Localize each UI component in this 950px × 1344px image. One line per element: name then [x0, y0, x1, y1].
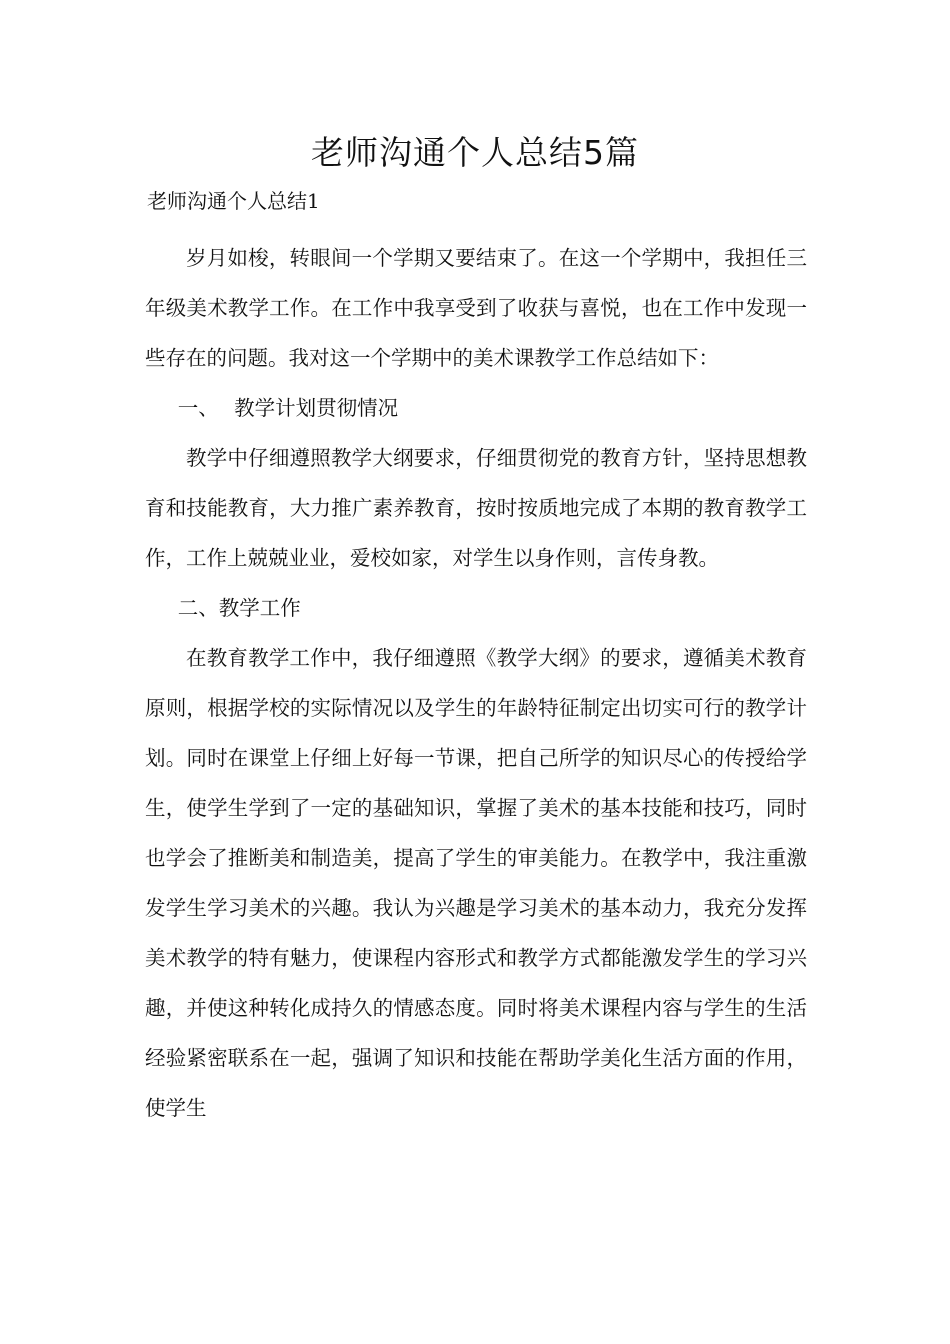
section-title: 老师沟通个人总结1 — [147, 189, 320, 213]
heading-number: 一、 — [177, 396, 219, 420]
document-title: 老师沟通个人总结5篇 — [311, 133, 639, 172]
paragraph-teaching-work: 在教育教学工作中，我仔细遵照《教学大纲》的要求，遵循美术教育原则，根据学校的实际情况以及学生的年龄特征制定出切实可行的教学计划。同时在课堂上仔细上好每一节课，把自己所学的知识尽心的传授给学生，使学生学到了一定的基础知识，掌握了美术的基本技能和技巧，同时也学会了推断美和制造美，提高了学生的审美能力。在教学中，我注重激发学生学习美术的兴趣。我认为兴趣是学习美术的基本动力，我充分发挥美术教学的特有魅力，使课程内容形式和教学方式都能激发学生的学习兴趣，并使这种转化成持久的情感态度。同时将美术课程内容与学生的生活经验紧密联系在一起，强调了知识和技能在帮助学美化生活方面的作用，使学生 — [145, 646, 807, 1120]
heading-text: 教学计划贯彻情况 — [234, 396, 399, 420]
paragraph-teaching-plan: 教学中仔细遵照教学大纲要求，仔细贯彻党的教育方针，坚持思想教育和技能教育，大力推广素养教育，按时按质地完成了本期的教育教学工作，工作上兢兢业业，爱校如家，对学生以身作则，言传身教。 — [145, 446, 807, 570]
paragraph-intro: 岁月如梭，转眼间一个学期又要结束了。在这一个学期中，我担任三年级美术教学工作。在工作中我享受到了收获与喜悦，也在工作中发现一些存在的问题。我对这一个学期中的美术课教学工作总结如下： — [145, 246, 807, 370]
heading-teaching-plan — [145, 383, 807, 433]
heading-teaching-work: 二、教学工作 — [177, 596, 301, 620]
document-body — [145, 233, 807, 1133]
